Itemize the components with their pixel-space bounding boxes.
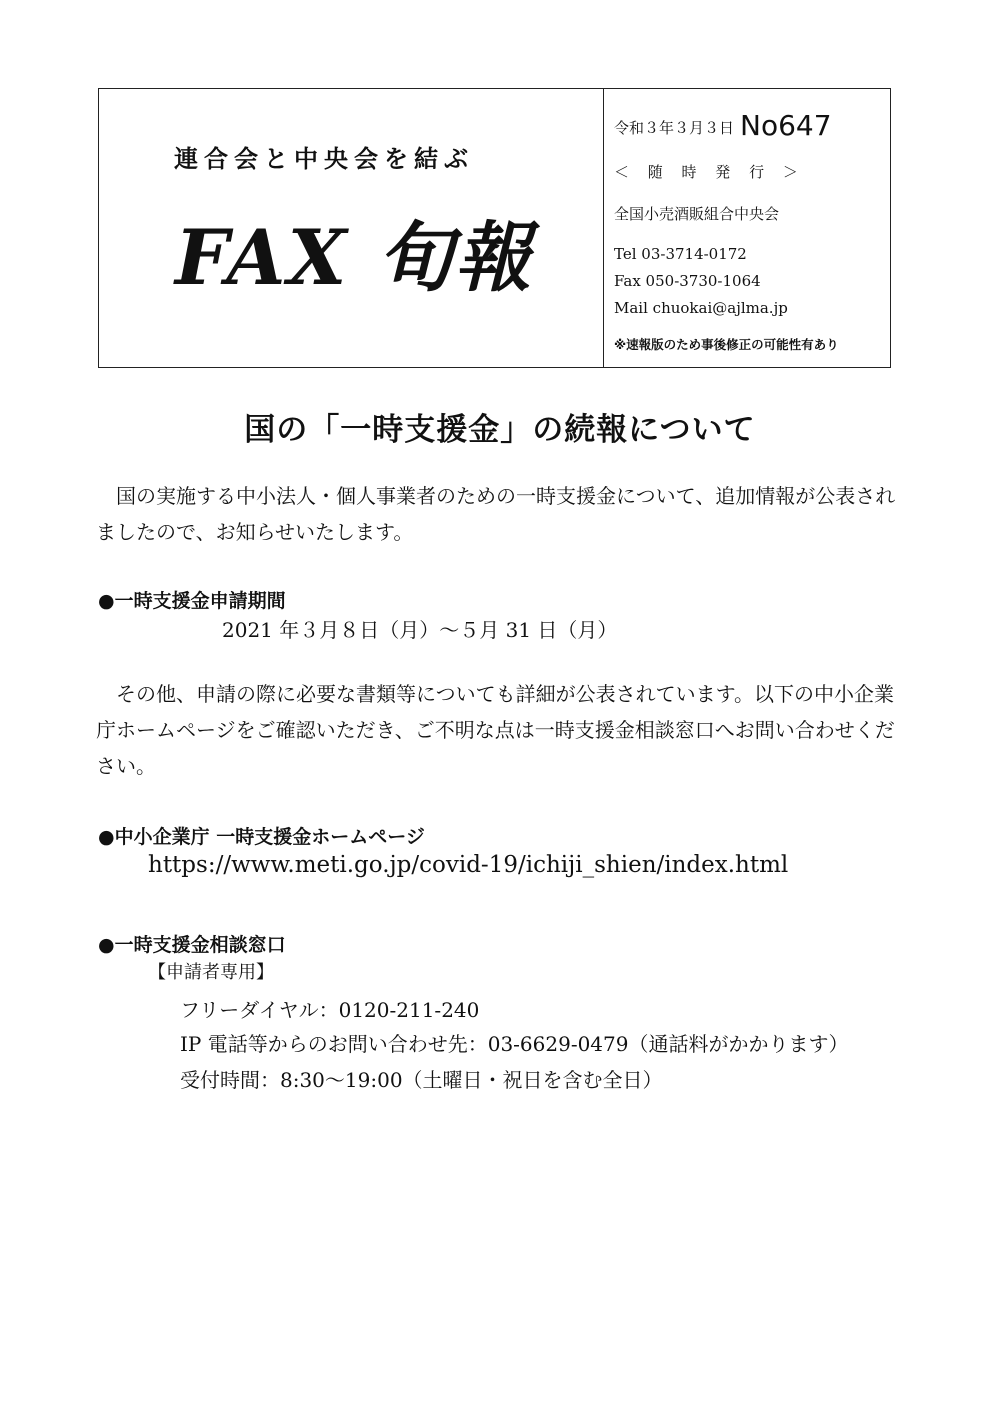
issue-line [614, 109, 832, 142]
masthead-left [99, 89, 604, 367]
issue-frequency: ＜ 随 時 発 行 ＞ [614, 163, 805, 181]
fax-number: Fax 050-3730-1064 [614, 272, 761, 290]
contact-heading: ●一時支援金相談窓口 [98, 934, 286, 956]
ip-phone-contact: IP 電話等からのお問い合わせ先：03-6629-0479（通話料がかかります） [180, 1032, 849, 1056]
details-paragraph: その他、申請の際に必要な書類等についても詳細が公表されています。以下の中小企業庁ホームページをご確認いただき、ご不明な点は一時支援金相談窓口へお問い合わせください。 [96, 682, 895, 778]
application-period: 2021 年３月８日（月）～５月 31 日（月） [222, 618, 618, 642]
application-period-heading: ●一時支援金申請期間 [98, 590, 286, 612]
reception-hours: 受付時間：8:30～19:00（土曜日・祝日を含む全日） [180, 1068, 663, 1092]
applicant-only-label: 【申請者専用】 [148, 962, 274, 983]
masthead-info [604, 89, 890, 367]
free-dial: フリーダイヤル：0120-211-240 [180, 998, 480, 1022]
document-title: 国の「一時支援金」の続報について [244, 412, 756, 448]
revision-notice: ※速報版のため事後修正の可能性有あり [614, 337, 839, 352]
email-address: Mail chuokai@ajlma.jp [614, 299, 788, 317]
masthead-box [98, 88, 891, 368]
tagline: 連合会と中央会を結ぶ [174, 145, 474, 173]
organization-name: 全国小売酒販組合中央会 [614, 205, 780, 223]
issue-number: No647 [740, 109, 832, 142]
homepage-url[interactable]: https://www.meti.go.jp/covid-19/ichiji_shien/index.html [148, 852, 789, 878]
intro-paragraph: 国の実施する中小法人・個人事業者のための一時支援金について、追加情報が公表されましたので、お知らせいたします。 [96, 484, 896, 544]
phone-number: Tel 03-3714-0172 [614, 245, 747, 263]
masthead-title: FAX 旬報 [175, 213, 533, 302]
homepage-heading: ●中小企業庁 一時支援金ホームページ [98, 826, 425, 848]
issue-date: 令和３年３月３日 [614, 119, 735, 137]
